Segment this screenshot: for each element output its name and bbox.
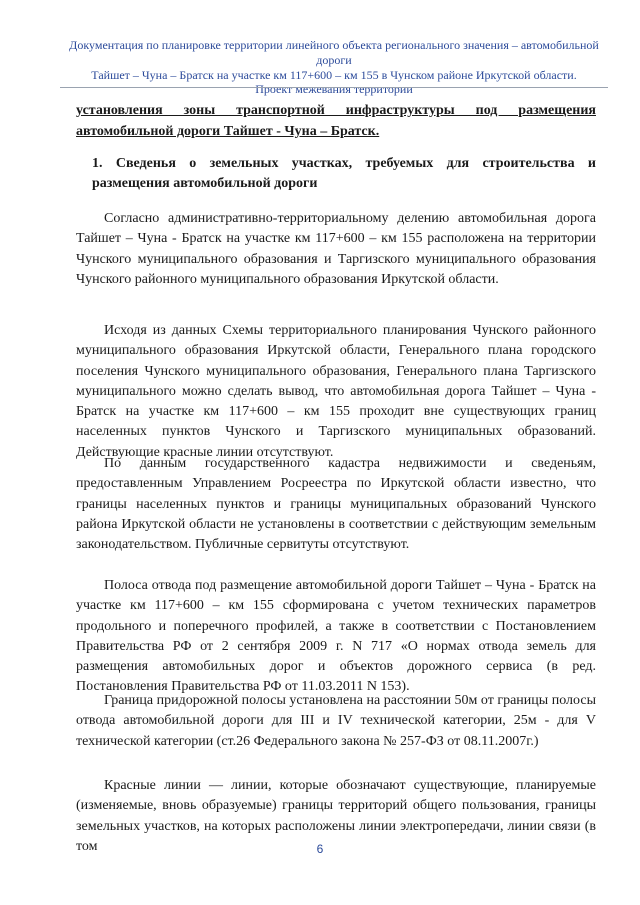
header-line-3: Проект межевания территории	[255, 82, 413, 97]
paragraph-3: По данным государственного кадастра недвижимости и сведеньям, предоставленным Управлением Росреестра по Иркутской области известно, что границы населенных пунктов и границы муниципальных образований Чунского района Иркутской области не установлены в соответствии с действующим земельным законодательством. Публичные сервитуты отсутствуют.	[76, 456, 596, 553]
header-line-1: Документация по планировке территории линейного объекта регионального значения – автомобильной дороги	[69, 38, 599, 67]
running-header	[60, 38, 608, 97]
page-number: 6	[316, 842, 324, 856]
intro-continuation: установления зоны транспортной инфраструктуры под размещения автомобильной дороги Тайшет - Чуна – Братск.	[76, 103, 596, 139]
paragraph-5: Граница придорожной полосы установлена на расстоянии 50м от границы полосы отвода автомобильной дороги для III и IV технической категории, 25м - для V технической категории (ст.26 Федерального закона № 257-ФЗ от 08.11.2007г.)	[76, 693, 596, 749]
section-heading: 1. Сведенья о земельных участках, требуемых для строительства и размещения автомобильной дороги	[92, 156, 596, 191]
paragraph-4: Полоса отвода под размещение автомобильной дороги Тайшет – Чуна - Братск на участке км 117+600 – км 155 сформирована с учетом технических параметров продольного и поперечного профилей, а также в соответствии с Постановлением Правительства РФ от 2 сентября 2009 г. N 717 «О нормах отвода земель для размещения автомобильных дорог и объектов дорожного сервиса (в ред. Постановления Правительства РФ от 11.03.2011 N 153).	[76, 578, 596, 695]
paragraph-2: Исходя из данных Схемы территориального планирования Чунского районного муниципального образования Иркутской области, Генерального плана городского поселения Чунского муниципального образования, Генерального плана Таргизского муниципального можно сделать вывод, что автомобильная дорога Тайшет – Чуна - Братск на участке км 117+600 – км 155 проходит вне существующих границ населенных пунктов Чунского и Таргизского муниципальных образований. Действующие красные линии отсутствуют.	[76, 323, 596, 460]
header-divider	[60, 87, 608, 88]
paragraph-1: Согласно административно-территориальному делению автомобильная дорога Тайшет – Чуна - Братск на участке км 117+600 – км 155 расположена на территории Чунского муниципального образования и Таргизского муниципального образования Чунского районного муниципального образования Иркутской области.	[76, 211, 596, 287]
paragraph-6: Красные линии — линии, которые обозначают существующие, планируемые (изменяемые, вновь образуемые) границы территорий общего пользования, границы земельных участков, на которых расположены линии электропередачи, линии связи (в том	[76, 778, 596, 854]
header-line-2: Тайшет – Чуна – Братск на участке км 117+600 – км 155 в Чунском районе Иркутской области.	[91, 67, 577, 82]
